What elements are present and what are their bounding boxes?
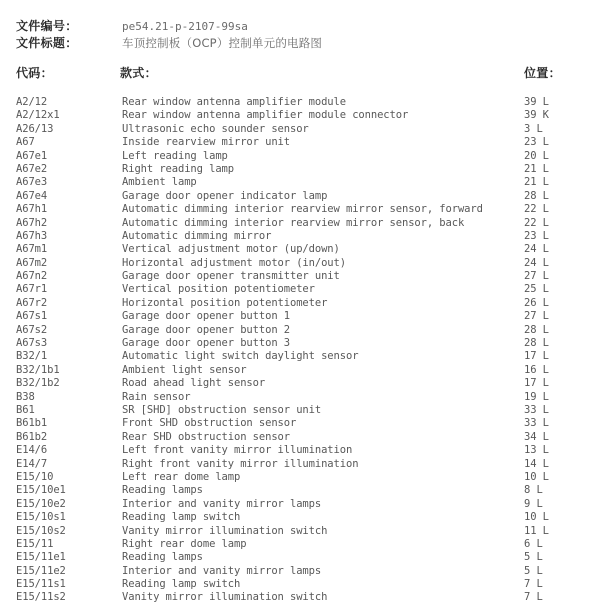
cell-code: E14/6 [16,444,48,457]
cell-code: A67 [16,136,35,149]
cell-code: A67h2 [16,216,48,229]
cell-description: Left reading lamp [122,149,228,162]
cell-location: 23 L [524,229,549,242]
table-row [0,297,603,310]
cell-location: 17 L [524,377,549,390]
cell-location: 28 L [524,323,549,336]
table-row [0,511,603,524]
table-row [0,444,603,457]
cell-description: Rear window antenna amplifier module [122,96,346,108]
cell-location: 26 L [524,296,549,309]
table-row [0,123,603,136]
table-row [0,163,603,176]
cell-description: Inside rearview mirror unit [122,136,290,149]
cell-location: 20 L [524,149,549,162]
table-row [0,270,603,283]
cell-location: 9 L [524,497,543,510]
cell-location: 33 L [524,417,549,430]
cell-location: 7 L [524,591,543,604]
document-number-row [0,17,603,34]
cell-code: E15/10e1 [16,484,66,497]
cell-description: Road ahead light sensor [122,377,266,390]
cell-location: 21 L [524,176,549,189]
cell-description: Reading lamp switch [122,578,241,591]
cell-location: 27 L [524,310,549,323]
table-row [0,551,603,564]
table-row [0,484,603,497]
table-row [0,337,603,350]
table-row [0,176,603,189]
cell-code: A67e3 [16,176,48,189]
cell-description: Vanity mirror illumination switch [122,591,328,604]
cell-code: E15/11e2 [16,564,66,577]
cell-code: A67e1 [16,149,48,162]
table-row [0,417,603,430]
cell-location: 24 L [524,256,549,269]
cell-description: Garage door opener button 1 [122,310,290,323]
table-row [0,578,603,591]
document-title-label: 文件标题： [16,36,78,50]
cell-code: A67r2 [16,296,48,309]
cell-description: Rear window antenna amplifier module connector [122,109,409,122]
cell-location: 14 L [524,457,549,470]
cell-description: Right rear dome lamp [122,537,247,550]
table-row [0,538,603,551]
cell-location: 34 L [524,430,549,443]
cell-location: 16 L [524,363,549,376]
cell-code: A26/13 [16,122,54,135]
cell-location: 17 L [524,350,549,363]
table-row [0,525,603,538]
table-row [0,498,603,511]
document-meta-header [0,17,603,51]
cell-description: Ambient lamp [122,176,197,189]
cell-code: A67s3 [16,337,48,350]
document-number-value: pe54.21-p-2107-99sa [122,20,248,33]
cell-location: 39 K [524,109,549,122]
cell-description: Left rear dome lamp [122,470,241,483]
cell-location: 24 L [524,243,549,256]
component-legend-table [0,96,603,605]
cell-description: Left front vanity mirror illumination [122,444,353,457]
table-row [0,471,603,484]
table-row [0,230,603,243]
column-header-code: 代码： [16,66,53,80]
cell-code: A67s2 [16,323,48,336]
table-row [0,109,603,122]
cell-code: B61b1 [16,417,48,430]
cell-description: Reading lamps [122,551,203,564]
cell-description: Interior and vanity mirror lamps [122,564,322,577]
cell-description: Right reading lamp [122,162,234,175]
table-row [0,324,603,337]
cell-location: 21 L [524,162,549,175]
cell-location: 39 L [524,96,549,108]
cell-code: E15/11 [16,537,54,550]
cell-code: A67n2 [16,270,48,283]
cell-location: 10 L [524,511,549,524]
cell-location: 22 L [524,216,549,229]
cell-code: B38 [16,390,35,403]
cell-description: Rear SHD obstruction sensor [122,430,290,443]
cell-description: Reading lamps [122,484,203,497]
cell-description: Automatic dimming mirror [122,229,272,242]
cell-code: E14/7 [16,457,48,470]
document-title-value: 车顶控制板（OCP）控制单元的电路图 [122,36,323,50]
table-row [0,310,603,323]
table-row [0,377,603,390]
cell-description: Vertical adjustment motor (up/down) [122,243,340,256]
table-row [0,565,603,578]
cell-code: E15/10e2 [16,497,66,510]
table-row [0,136,603,149]
cell-description: Reading lamp switch [122,511,241,524]
cell-description: Rain sensor [122,390,191,403]
cell-description: Automatic dimming interior rearview mirror sensor, forward [122,203,483,216]
table-row [0,203,603,216]
cell-code: E15/10 [16,470,54,483]
cell-location: 5 L [524,551,543,564]
table-row [0,243,603,256]
cell-code: B32/1b1 [16,363,60,376]
cell-location: 27 L [524,270,549,283]
cell-code: B61b2 [16,430,48,443]
table-column-headers [0,64,603,84]
table-row [0,458,603,471]
cell-code: E15/11s2 [16,591,66,604]
cell-code: A67h3 [16,229,48,242]
cell-code: A67e2 [16,162,48,175]
table-row [0,96,603,109]
cell-code: A2/12x1 [16,109,60,122]
cell-description: Garage door opener button 3 [122,337,290,350]
cell-description: Automatic dimming interior rearview mirror sensor, back [122,216,465,229]
table-row [0,391,603,404]
cell-location: 25 L [524,283,549,296]
table-row [0,591,603,604]
table-row [0,350,603,363]
cell-code: A67s1 [16,310,48,323]
cell-location: 11 L [524,524,549,537]
cell-description: SR [SHD] obstruction sensor unit [122,403,322,416]
cell-code: A2/12 [16,96,48,108]
cell-description: Ambient light sensor [122,363,247,376]
cell-code: A67e4 [16,189,48,202]
column-header-model: 款式： [120,66,157,80]
table-row [0,190,603,203]
cell-description: Horizontal position potentiometer [122,296,328,309]
cell-code: E15/10s1 [16,511,66,524]
cell-code: E15/11e1 [16,551,66,564]
cell-code: E15/10s2 [16,524,66,537]
cell-description: Right front vanity mirror illumination [122,457,359,470]
cell-description: Horizontal adjustment motor (in/out) [122,256,346,269]
cell-description: Ultrasonic echo sounder sensor [122,122,309,135]
cell-description: Vertical position potentiometer [122,283,315,296]
cell-location: 22 L [524,203,549,216]
cell-location: 5 L [524,564,543,577]
cell-description: Vanity mirror illumination switch [122,524,328,537]
cell-location: 3 L [524,122,543,135]
table-row [0,257,603,270]
cell-description: Garage door opener transmitter unit [122,270,340,283]
cell-code: B32/1 [16,350,48,363]
cell-code: A67r1 [16,283,48,296]
cell-location: 33 L [524,403,549,416]
table-row [0,431,603,444]
cell-location: 13 L [524,444,549,457]
cell-code: A67m2 [16,256,48,269]
table-row [0,217,603,230]
cell-location: 7 L [524,578,543,591]
cell-description: Automatic light switch daylight sensor [122,350,359,363]
cell-location: 28 L [524,189,549,202]
cell-code: B61 [16,403,35,416]
cell-description: Interior and vanity mirror lamps [122,497,322,510]
table-row [0,283,603,296]
cell-location: 6 L [524,537,543,550]
cell-code: E15/11s1 [16,578,66,591]
cell-location: 28 L [524,337,549,350]
cell-location: 10 L [524,470,549,483]
cell-description: Front SHD obstruction sensor [122,417,297,430]
cell-description: Garage door opener button 2 [122,323,290,336]
cell-code: B32/1b2 [16,377,60,390]
table-row [0,150,603,163]
table-row [0,404,603,417]
table-row [0,364,603,377]
cell-code: A67m1 [16,243,48,256]
cell-location: 8 L [524,484,543,497]
cell-location: 23 L [524,136,549,149]
column-header-location: 位置： [524,66,561,80]
document-title-row [0,34,603,51]
cell-code: A67h1 [16,203,48,216]
cell-location: 19 L [524,390,549,403]
document-number-label: 文件编号： [16,19,78,33]
cell-description: Garage door opener indicator lamp [122,189,328,202]
